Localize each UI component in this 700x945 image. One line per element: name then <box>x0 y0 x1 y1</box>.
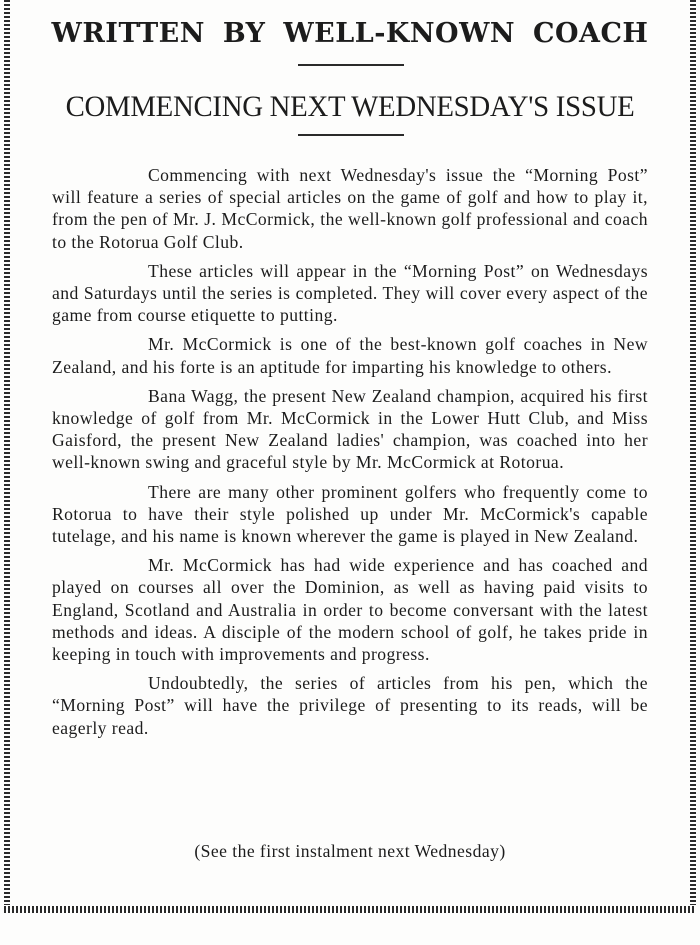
paragraph-2: These articles will appear in the “Morning Post” on Wednesdays and Saturdays until the series is completed. They will cover every aspect of the game from course etiquette to putting. <box>52 260 648 326</box>
subheadline: COMMENCING NEXT WEDNESDAY'S ISSUE <box>65 90 635 123</box>
headline-divider <box>298 64 404 66</box>
paragraph-5: There are many other prominent golfers who frequently come to Rotorua to have their style polished up under Mr. McCormick's capable tutelage, and his name is known wherever the game is played in New Zealand. <box>52 481 648 547</box>
paragraph-3: Mr. McCormick is one of the best-known golf coaches in New Zealand, and his forte is an aptitude for imparting his knowledge to others. <box>52 334 648 377</box>
paragraph-7: Undoubtedly, the series of articles from his pen, which the “Morning Post” will have the privilege of presenting to its reads, will be eagerly read. <box>52 673 648 738</box>
bottom-dotted-border <box>4 906 696 913</box>
paragraph-6: Mr. McCormick has had wide experience and has coached and played on courses all over the Dominion, as well as having paid visits to England, Scotland and Australia in order to become conversant with the latest methods and ideas. A disciple of the modern school of golf, he takes pride in keeping in touch with improvements and progress. <box>52 555 648 665</box>
left-dotted-border <box>4 0 10 905</box>
paragraph-4: Bana Wagg, the present New Zealand champion, acquired his first knowledge of golf from Mr. McCormick in the Lower Hutt Club, and Miss Gaisford, the present New Zealand ladies' champion, was coached into her well-known swing and graceful style by Mr. McCormick at Rotorua. <box>52 385 648 473</box>
right-dotted-border <box>690 0 696 905</box>
article-body <box>52 164 648 746</box>
headline: WRITTEN BY WELL-KNOWN COACH <box>51 18 649 49</box>
subheadline-divider <box>298 134 404 136</box>
closing-note: (See the first instalment next Wednesday) <box>194 841 506 861</box>
paragraph-1: Commencing with next Wednesday's issue the “Morning Post” will feature a series of special articles on the game of golf and how to play it, from the pen of Mr. J. McCormick, the well-known golf professional and coach to the Rotorua Golf Club. <box>52 165 648 252</box>
